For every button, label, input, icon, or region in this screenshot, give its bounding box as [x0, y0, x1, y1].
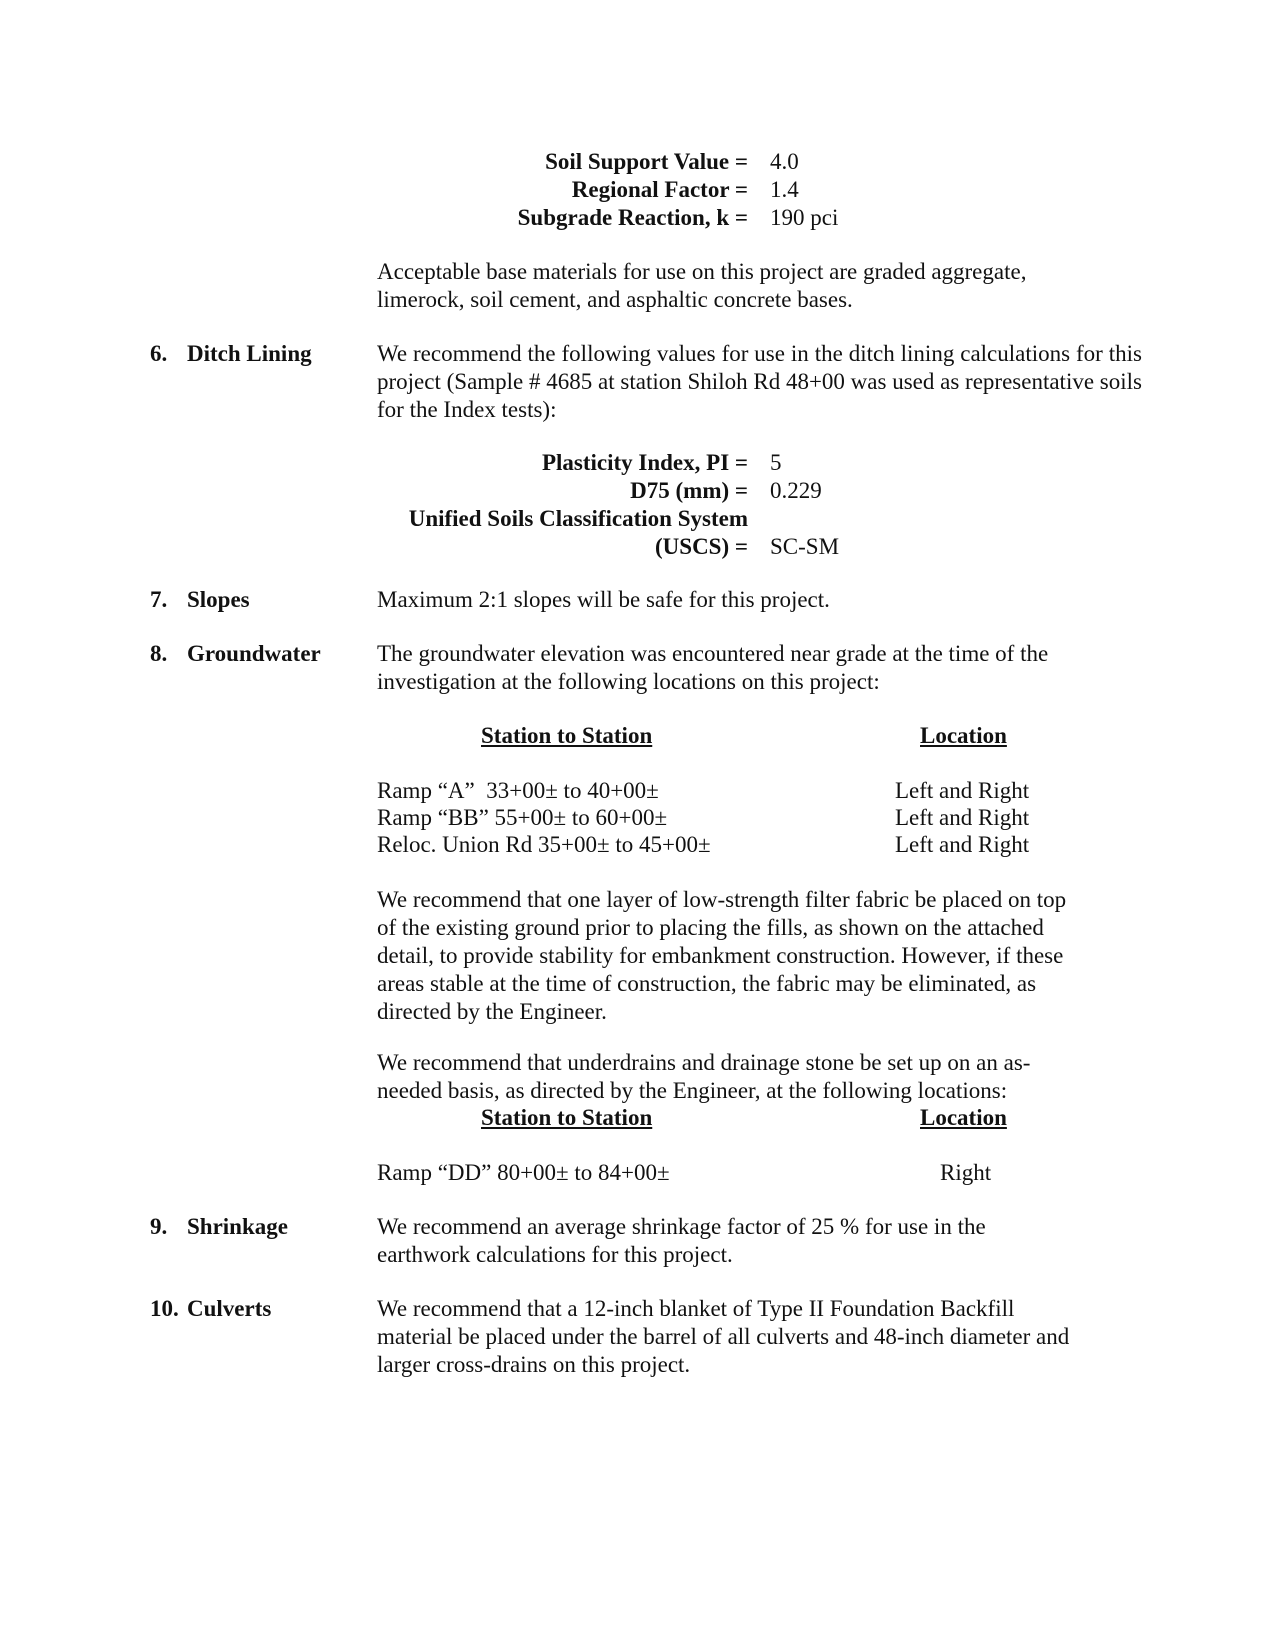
paragraph-line: We recommend an average shrinkage factor of 25 % for use in the: [377, 1214, 986, 1239]
paragraph-line: larger cross-drains on this project.: [377, 1352, 691, 1377]
paragraph-line: areas stable at the time of construction, the fabric may be eliminated, as: [377, 971, 1037, 996]
section-heading-culverts: [150, 1295, 271, 1323]
station-cell: Ramp “BB” 55+00± to 60+00±: [377, 805, 668, 830]
kv-value: 4.0: [770, 149, 799, 174]
kv-label: Regional Factor =: [571, 177, 748, 202]
paragraph-line: material be placed under the barrel of all culverts and 48-inch diameter and: [377, 1324, 1070, 1349]
paragraph-line: directed by the Engineer.: [377, 999, 607, 1024]
underdrain-paragraph: [377, 1049, 1142, 1105]
paragraph-line: We recommend that underdrains and drainage stone be set up on an as-: [377, 1050, 1031, 1075]
table-row: [377, 804, 1177, 832]
table-row: [377, 1159, 1177, 1187]
kv-value: 0.229: [770, 478, 822, 503]
kv-row: [300, 505, 1100, 533]
ditch-lining-values: [300, 449, 1100, 561]
section-heading-shrinkage: [150, 1213, 288, 1241]
kv-label: Plasticity Index, PI =: [541, 450, 748, 475]
section-title: Ditch Lining: [187, 341, 312, 366]
kv-row: [300, 533, 1100, 561]
kv-row: [300, 176, 1100, 204]
kv-value: SC-SM: [770, 534, 840, 559]
kv-value: 1.4: [770, 177, 799, 202]
kv-label: Soil Support Value =: [545, 149, 748, 174]
kv-label: Unified Soils Classification System: [408, 506, 748, 531]
table-row: [377, 831, 1177, 859]
section-number: 9.: [150, 1214, 168, 1239]
kv-row: [300, 204, 1100, 232]
paragraph-line: earthwork calculations for this project.: [377, 1242, 733, 1267]
shrinkage-paragraph: [377, 1213, 1142, 1269]
kv-value: 190 pci: [770, 205, 839, 230]
paragraph-line: detail, to provide stability for embankment construction. However, if these: [377, 943, 1064, 968]
paragraph-line: of the existing ground prior to placing the fills, as shown on the attached: [377, 915, 1044, 940]
section-title: Groundwater: [187, 641, 321, 666]
location-cell: Right: [940, 1160, 992, 1185]
kv-label: (USCS) =: [655, 534, 748, 559]
station-cell: Ramp “A” 33+00± to 40+00±: [377, 778, 659, 803]
location-cell: Left and Right: [895, 832, 1030, 857]
column-header-location: Location: [920, 723, 1007, 748]
section-number: 7.: [150, 587, 168, 612]
kv-value: [770, 505, 1100, 533]
kv-label: Subgrade Reaction, k =: [517, 205, 748, 230]
culverts-paragraph: [377, 1295, 1142, 1379]
section-number: 10.: [150, 1296, 179, 1321]
base-materials-paragraph: Acceptable base materials for use on this project are graded aggregate, limerock, soil cement, and asphaltic concrete bases.: [377, 259, 1027, 312]
kv-value: 5: [770, 450, 782, 475]
slopes-paragraph: Maximum 2:1 slopes will be safe for this project.: [377, 587, 830, 612]
fabric-paragraph: [377, 886, 1142, 1026]
ditch-lining-paragraph: We recommend the following values for use in the ditch lining calculations for this project (Sample # 4685 at station Shiloh Rd 48+00 was used as representative soils for the Index tests):: [377, 341, 1142, 422]
pavement-values: [300, 148, 1100, 232]
kv-label: D75 (mm) =: [630, 478, 748, 503]
section-title: Shrinkage: [187, 1214, 288, 1239]
section-title: Culverts: [187, 1296, 272, 1321]
section-title: Slopes: [187, 587, 250, 612]
section-number: 8.: [150, 641, 168, 666]
column-header-station: Station to Station: [481, 1105, 653, 1130]
column-header-station: Station to Station: [481, 723, 653, 748]
location-cell: Left and Right: [895, 778, 1030, 803]
paragraph-line: needed basis, as directed by the Engineer, at the following locations:: [377, 1078, 1008, 1103]
paragraph-line: We recommend that a 12-inch blanket of Type II Foundation Backfill: [377, 1296, 1015, 1321]
paragraph-line: We recommend that one layer of low-strength filter fabric be placed on top: [377, 887, 1067, 912]
groundwater-paragraph: The groundwater elevation was encountered near grade at the time of the investigation at the following locations on this project:: [377, 641, 1049, 694]
station-cell: Reloc. Union Rd 35+00± to 45+00±: [377, 832, 711, 857]
kv-row: [300, 449, 1100, 477]
location-cell: Left and Right: [895, 805, 1030, 830]
table-row: [377, 777, 1177, 805]
section-number: 6.: [150, 341, 168, 366]
column-header-location: Location: [920, 1105, 1007, 1130]
kv-row: [300, 148, 1100, 176]
kv-row: [300, 477, 1100, 505]
section-heading-ditch-lining: [150, 340, 312, 368]
section-heading-slopes: [150, 586, 250, 614]
section-heading-groundwater: [150, 640, 321, 668]
station-cell: Ramp “DD” 80+00± to 84+00±: [377, 1160, 670, 1185]
